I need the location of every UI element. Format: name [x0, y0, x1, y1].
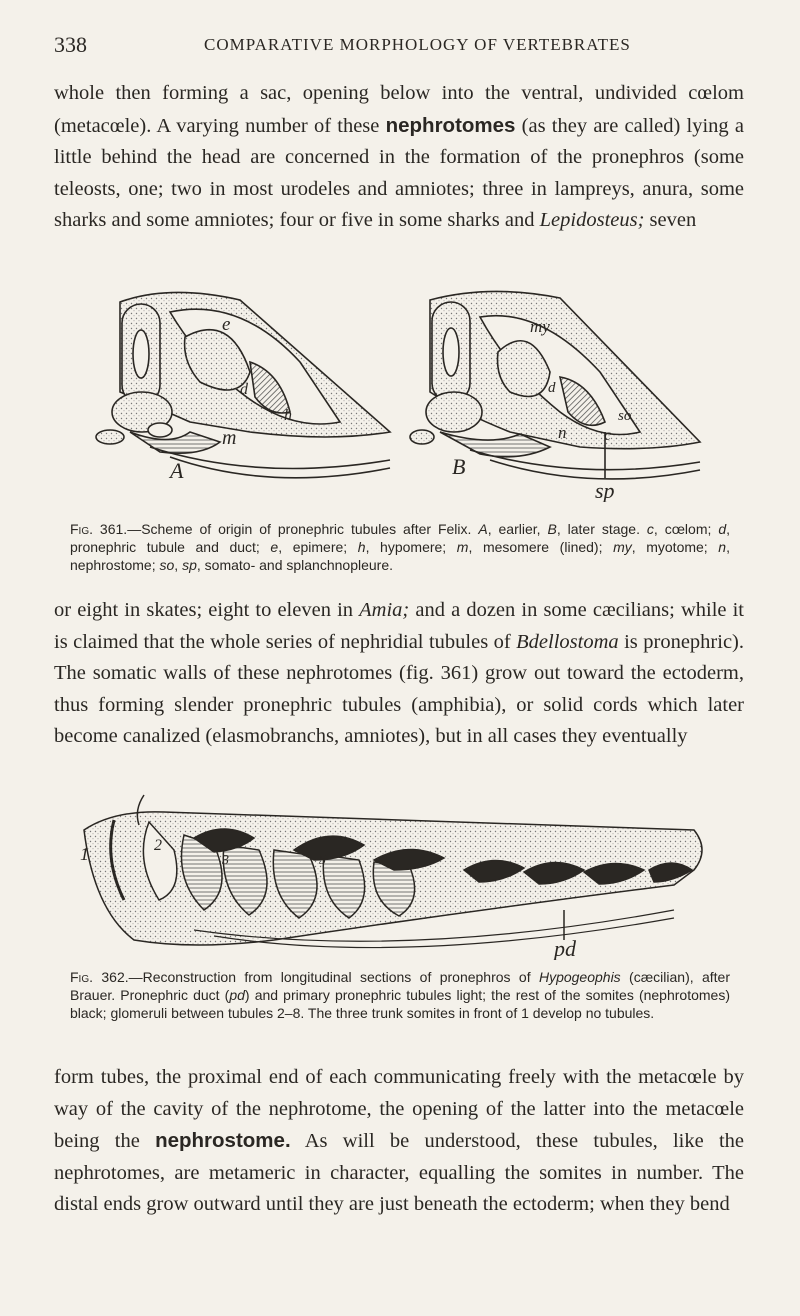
label-a: A — [170, 458, 184, 483]
label-2: 2 — [154, 837, 162, 854]
figure-361 — [90, 282, 710, 502]
label-c: c — [604, 427, 612, 444]
label-1: 1 — [80, 844, 89, 864]
figure-362 — [74, 790, 724, 960]
label-so: so — [618, 408, 632, 424]
label-my: my — [530, 317, 550, 336]
label-b: B — [452, 454, 466, 479]
term-nephrotomes: nephrotomes — [385, 113, 516, 137]
label-e: e — [222, 314, 231, 335]
caption-fig-361-label: Fig. 361. — [70, 521, 128, 537]
genus-lepidosteus: Lepidosteus; — [539, 209, 645, 231]
paragraph-1: whole then forming a sac, opening below into the ventral, undivided cœlom (metacœle). A varying number of these nephrotomes (as they are called) lying a little behind the head are concerned in the formation of the pronephros (some teleosts, one; two in most urodeles and amniotes; three in lampreys, anura, some sharks and some amniotes; four or five in some sharks and Lepidosteus; seven — [54, 82, 744, 231]
genus-bdellostoma: Bdellostoma — [516, 630, 619, 653]
caption-fig-362: Fig. 362.—Reconstruction from longitudinal sections of pronephros of Hypogeophis (cæcilian), after Brauer. Pronephric duct (pd) and primary pronephric tubules light; the rest of the somites (nephrotomes) black; glomeruli between tubules 2–8. The three trunk somites in front of 1 develop no tubules. — [70, 969, 731, 1021]
caption-fig-361: Fig. 361.—Scheme of origin of pronephric tubules after Felix. A, earlier, B, later stage. c, cœlom; d, pronephric tubule and duct; e, epimere; h, hypomere; m, mesomere (lined); my, myotome; n, nephrostome; so, sp, somato- and splanchnopleure. — [70, 521, 730, 573]
genus-amia: Amia; — [359, 599, 410, 621]
page-header — [54, 32, 754, 62]
caption-fig-362-label: Fig. 362. — [70, 969, 129, 985]
label-n: n — [558, 423, 567, 442]
paragraph-3: form tubes, the proximal end of each communicating freely with the metacœle by way of the cavity of the nephrotome, the opening of the latter into the metacœle being the nephrostome. As will be understood, these tubules, like the nephrotomes, are metameric in character, equalling the somites in number. The distal ends grow outward until they are just beneath the ectoderm; when they bend — [54, 1066, 744, 1215]
figure-362-drawing — [74, 790, 724, 960]
label-sp: sp — [595, 478, 615, 502]
running-head: COMPARATIVE MORPHOLOGY OF VERTEBRATES — [204, 35, 631, 54]
label-m: m — [222, 427, 237, 449]
paragraph-2: or eight in skates; eight to eleven in Amia; and a dozen in some cæcilians; while it is claimed that the whole series of nephridial tubules of Bdellostoma is pronephric). The somatic walls of these nephrotomes (fig. 361) grow out toward the ectoderm, thus forming slender pronephric tubules (amphibia), or solid cords which later become canalized (elasmobranchs, amniotes), but in all cases they eventually — [54, 599, 745, 747]
figure-361-drawing — [90, 282, 710, 502]
figure-362-body — [84, 795, 702, 948]
label-pd: pd — [554, 936, 576, 960]
label-d: d — [240, 381, 248, 398]
label-h: h — [284, 407, 292, 424]
label-5: 5 — [319, 853, 326, 868]
label-3: 3 — [222, 853, 229, 868]
label-d-b: d — [548, 380, 556, 396]
page-number: 338 — [54, 32, 87, 57]
term-nephrostome: nephrostome. — [155, 1129, 291, 1152]
